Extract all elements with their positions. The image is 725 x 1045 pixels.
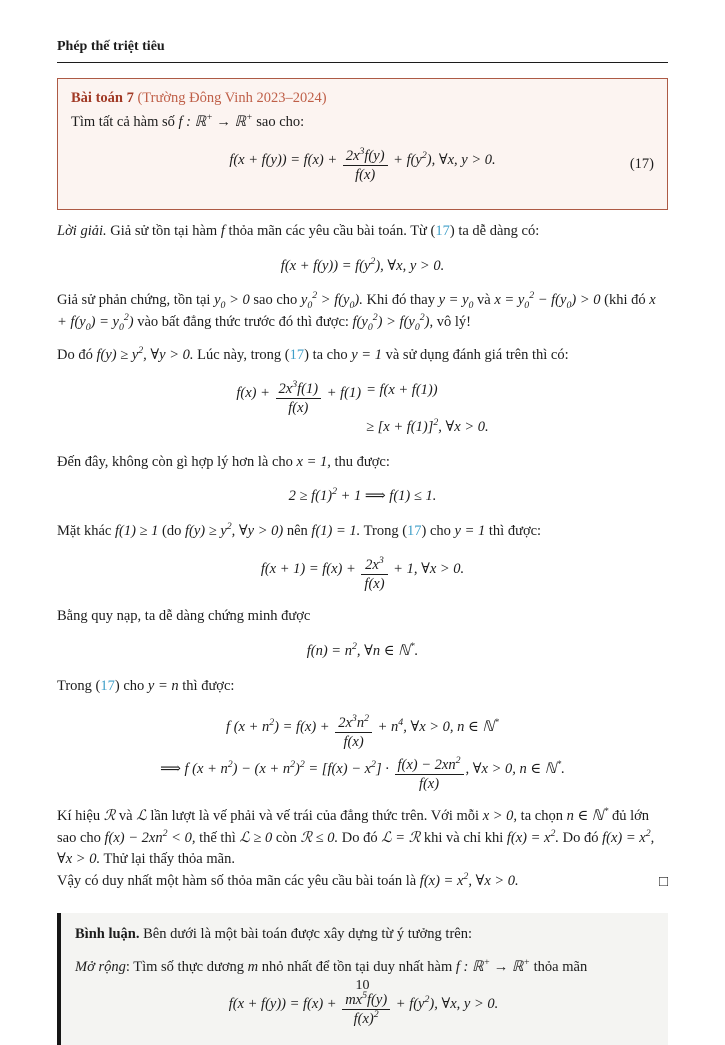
text-run: vào bất đẳng thức trước đó thì được:: [133, 314, 353, 330]
solution-paragraph-induction: [57, 606, 668, 628]
text-run: ) ta dễ dàng có:: [449, 222, 540, 239]
math-run: x = 1,: [296, 453, 331, 470]
problem-title: Bài toán 7: [71, 90, 134, 106]
aligned-eq-left: f(x) + $\frac{2x^3f(1)}{f(x)}$ + f(1): [236, 378, 362, 416]
text-run: thì được:: [485, 523, 542, 539]
aligned-eq-right-2: ≥ $[x + f(1)]^2$, ∀x > 0.: [366, 416, 489, 435]
math-run: f : ℝ+ → ℝ+: [178, 111, 253, 130]
display-equation-3-formula: $2 \ge f(1)^2 + 1$ ⟹ f(1) ≤ 1.: [288, 486, 437, 505]
math-run: $x = y_0^2 - f(y_0) > 0$: [494, 290, 601, 312]
math-run: f: [220, 222, 225, 239]
text-run: Lúc này, trong (: [193, 346, 290, 363]
aligned-equations: [236, 380, 488, 439]
text-run: ) ta cho: [304, 346, 352, 363]
text-run: Do đó: [559, 829, 603, 846]
text-run: sao cho: [249, 292, 301, 309]
aligned-eq-empty: [236, 417, 361, 439]
italic-run: Mở rộng: [75, 958, 126, 975]
comment-intro: [75, 924, 652, 946]
equation-ref-link[interactable]: 17: [289, 346, 305, 363]
problem-source: (Trường Đông Vinh 2023–2024): [133, 90, 327, 106]
math-run: f(1) = 1.: [311, 523, 361, 539]
display-equation-5: [57, 641, 668, 663]
solution-conclusion: [57, 871, 668, 893]
text-run: thỏa mãn: [530, 958, 588, 975]
display-equation-4-formula: f(x + 1) = f(x) + $\frac{2x^3}{f(x)}$ + 1, ∀x > 0.: [260, 554, 465, 592]
display-equation-2: [57, 380, 668, 439]
text-run: và sử dụng đánh giá trên thì có:: [381, 346, 569, 363]
text-run: Mặt khác: [57, 523, 115, 539]
display-equation-7: [75, 991, 652, 1028]
solution-paragraph-loi-giai: [57, 221, 668, 243]
text-run: (do: [158, 523, 185, 539]
math-run: $f(x) = x^2$.: [506, 827, 559, 846]
text-run: ) cho: [421, 523, 455, 539]
display-equation-1-formula: $f(x + f(y)) = f(y^2)$, ∀x, y > 0.: [280, 255, 445, 274]
bold-run: Bình luận.: [75, 925, 140, 942]
aligned-eq-right-1: = f(x + f(1)): [366, 381, 438, 398]
text-run: thu được:: [330, 453, 390, 470]
conclusion-text: [57, 873, 519, 889]
math-run: f(1) ≥ 1: [114, 523, 159, 539]
text-run: Do đó: [338, 829, 382, 846]
solution-paragraph-x-equals-1: [57, 452, 668, 474]
display-equation-3: [57, 486, 668, 508]
math-run: y = 1: [351, 346, 382, 363]
text-run: thỏa mãn các yêu cầu bài toán. Từ (: [224, 222, 436, 239]
text-run: Đến đây, không còn gì hợp lý hơn là cho: [57, 453, 297, 470]
math-run: x > 0,: [482, 807, 518, 824]
math-run: $x + f(y_0) = y_0^2$): [57, 292, 656, 333]
math-run: y = 1: [454, 523, 486, 539]
text-run: đủ lớn sao cho: [57, 807, 650, 846]
equation-17-tag: (17): [629, 156, 654, 173]
text-run: vô lý!: [433, 314, 471, 330]
display-equation-7-formula: f(x + f(y)) = f(x) + $\frac{mx^5f(y)}{f(x)^2}$ + $f(y^2)$, ∀x, y > 0.: [228, 990, 499, 1028]
math-run: m: [247, 958, 259, 975]
solution-paragraph-contradiction: [57, 290, 668, 334]
text-run: Vậy có duy nhất một hàm số thỏa mãn các yêu cầu bài toán là: [57, 873, 420, 889]
math-run: f : ℝ+ → ℝ+: [455, 956, 531, 975]
text-run: và: [473, 292, 495, 309]
text-run: Khi đó thay: [362, 292, 439, 309]
math-run: $f(x) = x^2$, ∀x > 0.: [57, 827, 655, 868]
text-run: nên: [283, 523, 312, 539]
solution-paragraph-rl-sides: [57, 806, 668, 871]
text-run: ) cho: [114, 677, 148, 694]
text-run: khi và chỉ khi: [420, 829, 507, 846]
equation-17: [71, 147, 654, 184]
math-run: $y_0^2 > f(y_0)$.: [300, 290, 363, 312]
equation-ref-link[interactable]: 17: [435, 222, 450, 239]
math-run: ℒ = ℛ: [381, 829, 421, 846]
text-run: lần lượt là vế phải và vế trái của đẳng thức trên. Với mỗi: [146, 807, 483, 824]
text-run: Giả sử phản chứng, tồn tại: [57, 292, 215, 309]
display-equation-6a: f $(x + n^2) = f(x)$ + $\frac{2x^3n^2}{f(x)}$ + $n^4$, ∀x > 0, n ∈ ℕ*: [226, 713, 499, 751]
text-run: và: [115, 807, 137, 824]
text-run: sao cho:: [252, 113, 305, 130]
solution-paragraph-bound: [57, 345, 668, 367]
display-equation-1: [57, 256, 668, 278]
math-run: y = n: [147, 677, 179, 694]
equation-17-formula: f(x + f(y)) = f(x) + $\frac{2x^3f(y)}{f(x)}$ + $f(y^2)$, ∀x, y > 0.: [229, 145, 496, 183]
problem-title-line: [71, 88, 654, 110]
text-run: nhỏ nhất để tồn tại duy nhất hàm: [258, 958, 456, 975]
text-run: Trong (: [57, 677, 101, 694]
math-run: ℒ ≥ 0: [239, 829, 273, 846]
display-equation-5-formula: $f(n) = n^2$, ∀n ∈ ℕ*.: [306, 640, 419, 659]
math-run: ℒ: [136, 807, 147, 824]
math-run: ℛ ≤ 0.: [300, 829, 339, 846]
text-run: Bằng quy nạp, ta dễ dàng chứng minh được: [57, 608, 311, 624]
equation-ref-link[interactable]: 17: [100, 677, 115, 694]
math-run: $f(x) = x^2$, ∀x > 0.: [419, 871, 519, 889]
text-run: Trong (: [360, 523, 408, 539]
running-head: Phép thế triệt tiêu: [57, 36, 668, 63]
text-run: Tìm tất cả hàm số: [71, 113, 179, 130]
math-run: $f(x) - 2xn^2 < 0$,: [104, 827, 196, 846]
text-run: còn: [272, 829, 301, 846]
math-run: ℛ: [103, 807, 116, 824]
text-run: Kí hiệu: [57, 807, 104, 824]
math-run: $f(y) \ge y^2$, ∀y > 0.: [96, 344, 194, 363]
text-run: Do đó: [57, 346, 97, 363]
display-equation-6b: ⟹ f $(x + n^2) - (x + n^2)^2 = [f(x) - x^2]$ · $\frac{f(x) - 2xn^2}{f(x)}$ , ∀x > 0, n ∈ ℕ*.: [160, 754, 565, 792]
text-run: Bên dưới là một bài toán được xây dựng từ ý tưởng trên:: [139, 925, 473, 942]
solution-paragraph-f1: [57, 521, 668, 543]
text-run: (khi đó: [600, 292, 650, 309]
problem-statement: [71, 112, 654, 134]
italic-run: Lời giải.: [57, 222, 107, 239]
text-run: ta chọn: [517, 807, 567, 824]
display-equation-4: [57, 556, 668, 593]
text-run: thì được:: [178, 677, 235, 694]
page-number: 10: [355, 978, 370, 993]
math-run: $y_0 > 0$: [214, 292, 250, 312]
text-run: : Tìm số thực dương: [125, 958, 248, 975]
text-run: Thử lại thấy thỏa mãn.: [100, 851, 235, 868]
equation-ref-link[interactable]: 17: [407, 523, 422, 539]
math-run: n ∈ ℕ*: [566, 805, 609, 824]
display-equation-6: [57, 710, 668, 793]
qed-square: □: [658, 874, 668, 890]
math-run: $f(y_0^2) > f(y_0^2)$,: [352, 312, 434, 333]
text-run: thế thì: [195, 829, 240, 846]
problem-box: [57, 78, 668, 210]
solution-paragraph-y-equals-n: [57, 676, 668, 698]
math-run: $f(y) \ge y^2$, ∀y > 0): [184, 521, 284, 539]
text-run: Giả sử tồn tại hàm: [106, 222, 221, 239]
math-run: $y = y_0$: [438, 292, 474, 312]
